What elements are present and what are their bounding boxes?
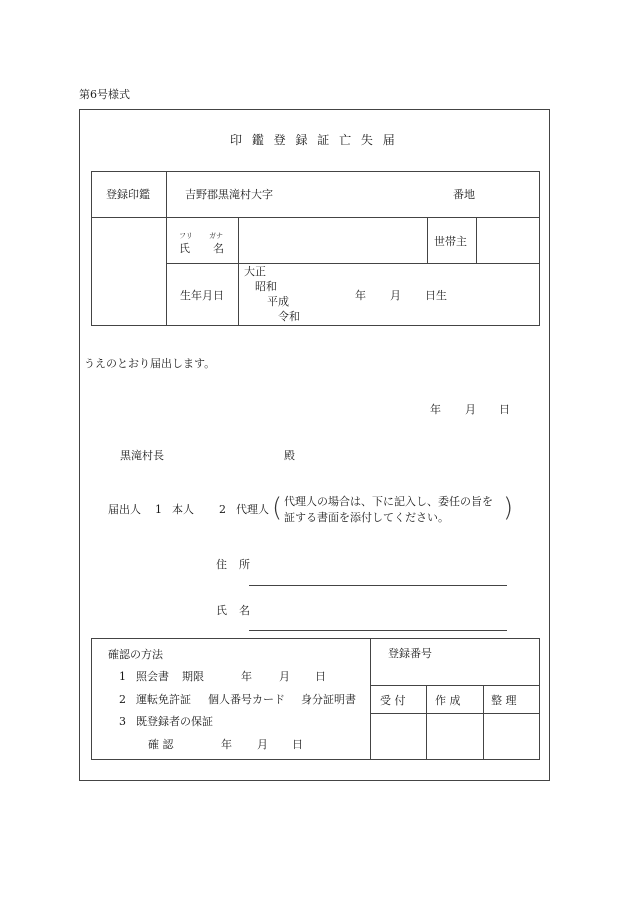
furigana-label: ガナ bbox=[209, 232, 223, 240]
statement: うえのとおり届出します。 bbox=[84, 357, 216, 370]
table-divider bbox=[426, 685, 427, 760]
table-divider bbox=[427, 217, 428, 263]
method-guarantor[interactable]: 既登録者の保証 bbox=[136, 715, 213, 728]
proxy-address-line[interactable] bbox=[249, 585, 507, 586]
honorific: 殿 bbox=[284, 449, 295, 462]
table-divider bbox=[166, 171, 167, 326]
confirm-day-label: 日 bbox=[292, 738, 303, 751]
date-month-label: 月 bbox=[465, 403, 476, 416]
proxy-name-label: 氏 bbox=[216, 604, 227, 617]
birth-day-label: 日生 bbox=[425, 289, 447, 302]
method-drivers-license[interactable]: 運転免許証 bbox=[136, 693, 191, 706]
proxy-address-label: 所 bbox=[239, 558, 250, 571]
form-title: 印 鑑 登 録 証 亡 失 届 bbox=[230, 133, 398, 147]
notifier-label: 届出人 bbox=[108, 503, 141, 516]
table-divider bbox=[370, 685, 540, 686]
proxy-name-line[interactable] bbox=[249, 630, 507, 631]
form-number: 第6号様式 bbox=[79, 88, 130, 101]
method-title: 確認の方法 bbox=[108, 648, 163, 661]
proxy-address-label: 住 bbox=[216, 558, 227, 571]
deadline-day-label: 日 bbox=[315, 670, 326, 683]
method-number: 3 bbox=[119, 715, 126, 728]
proxy-note: 証する書面を添付してください。 bbox=[284, 511, 449, 524]
create-label: 作 成 bbox=[435, 694, 461, 707]
date-year-label: 年 bbox=[430, 403, 441, 416]
option-self[interactable]: 本人 bbox=[172, 503, 194, 516]
era-option[interactable]: 大正 bbox=[244, 265, 266, 278]
method-id-certificate[interactable]: 身分証明書 bbox=[301, 693, 356, 706]
deadline-month-label: 月 bbox=[279, 670, 290, 683]
name-label: 名 bbox=[213, 242, 224, 255]
mayor-label: 黒滝村長 bbox=[120, 449, 164, 462]
address-prefix[interactable]: 吉野郡黒滝村大字 bbox=[185, 188, 273, 201]
table-divider bbox=[166, 263, 540, 264]
arrange-label: 整 理 bbox=[491, 694, 517, 707]
era-option[interactable]: 平成 bbox=[267, 295, 289, 308]
deadline-label: 期限 bbox=[182, 670, 204, 683]
furigana-label: フリ bbox=[179, 232, 193, 240]
right-brace: ) bbox=[503, 493, 514, 523]
option-proxy[interactable]: 代理人 bbox=[236, 503, 269, 516]
confirm-year-label: 年 bbox=[221, 738, 232, 751]
receipt-label: 受 付 bbox=[380, 694, 406, 707]
option-number: 1 bbox=[155, 503, 162, 516]
birth-year-label: 年 bbox=[355, 289, 366, 302]
proxy-name-label: 名 bbox=[239, 604, 250, 617]
deadline-year-label: 年 bbox=[241, 670, 252, 683]
table-divider bbox=[483, 685, 484, 760]
table-divider bbox=[238, 217, 239, 326]
method-my-number-card[interactable]: 個人番号カード bbox=[208, 693, 285, 706]
proxy-note: 代理人の場合は、下に記入し、委任の旨を bbox=[284, 495, 493, 508]
date-day-label: 日 bbox=[499, 403, 510, 416]
name-label: 氏 bbox=[179, 242, 190, 255]
banchi-label: 番地 bbox=[453, 188, 475, 201]
era-option[interactable]: 令和 bbox=[278, 310, 300, 323]
seal-label: 登録印鑑 bbox=[106, 188, 150, 201]
table-divider bbox=[370, 713, 540, 714]
method-inquiry[interactable]: 照会書 bbox=[136, 670, 169, 683]
table-divider bbox=[91, 217, 540, 218]
option-number: 2 bbox=[219, 503, 226, 516]
confirm-month-label: 月 bbox=[257, 738, 268, 751]
registration-number-label: 登録番号 bbox=[388, 647, 432, 660]
table-divider bbox=[370, 638, 371, 760]
method-number: 2 bbox=[119, 693, 126, 706]
birth-label: 生年月日 bbox=[180, 289, 224, 302]
confirm-label: 確 認 bbox=[148, 738, 174, 751]
household-head-label: 世帯主 bbox=[434, 235, 467, 248]
method-number: 1 bbox=[119, 670, 126, 683]
birth-month-label: 月 bbox=[390, 289, 401, 302]
table-divider bbox=[476, 217, 477, 263]
left-brace: ( bbox=[272, 493, 283, 523]
era-option[interactable]: 昭和 bbox=[255, 280, 277, 293]
